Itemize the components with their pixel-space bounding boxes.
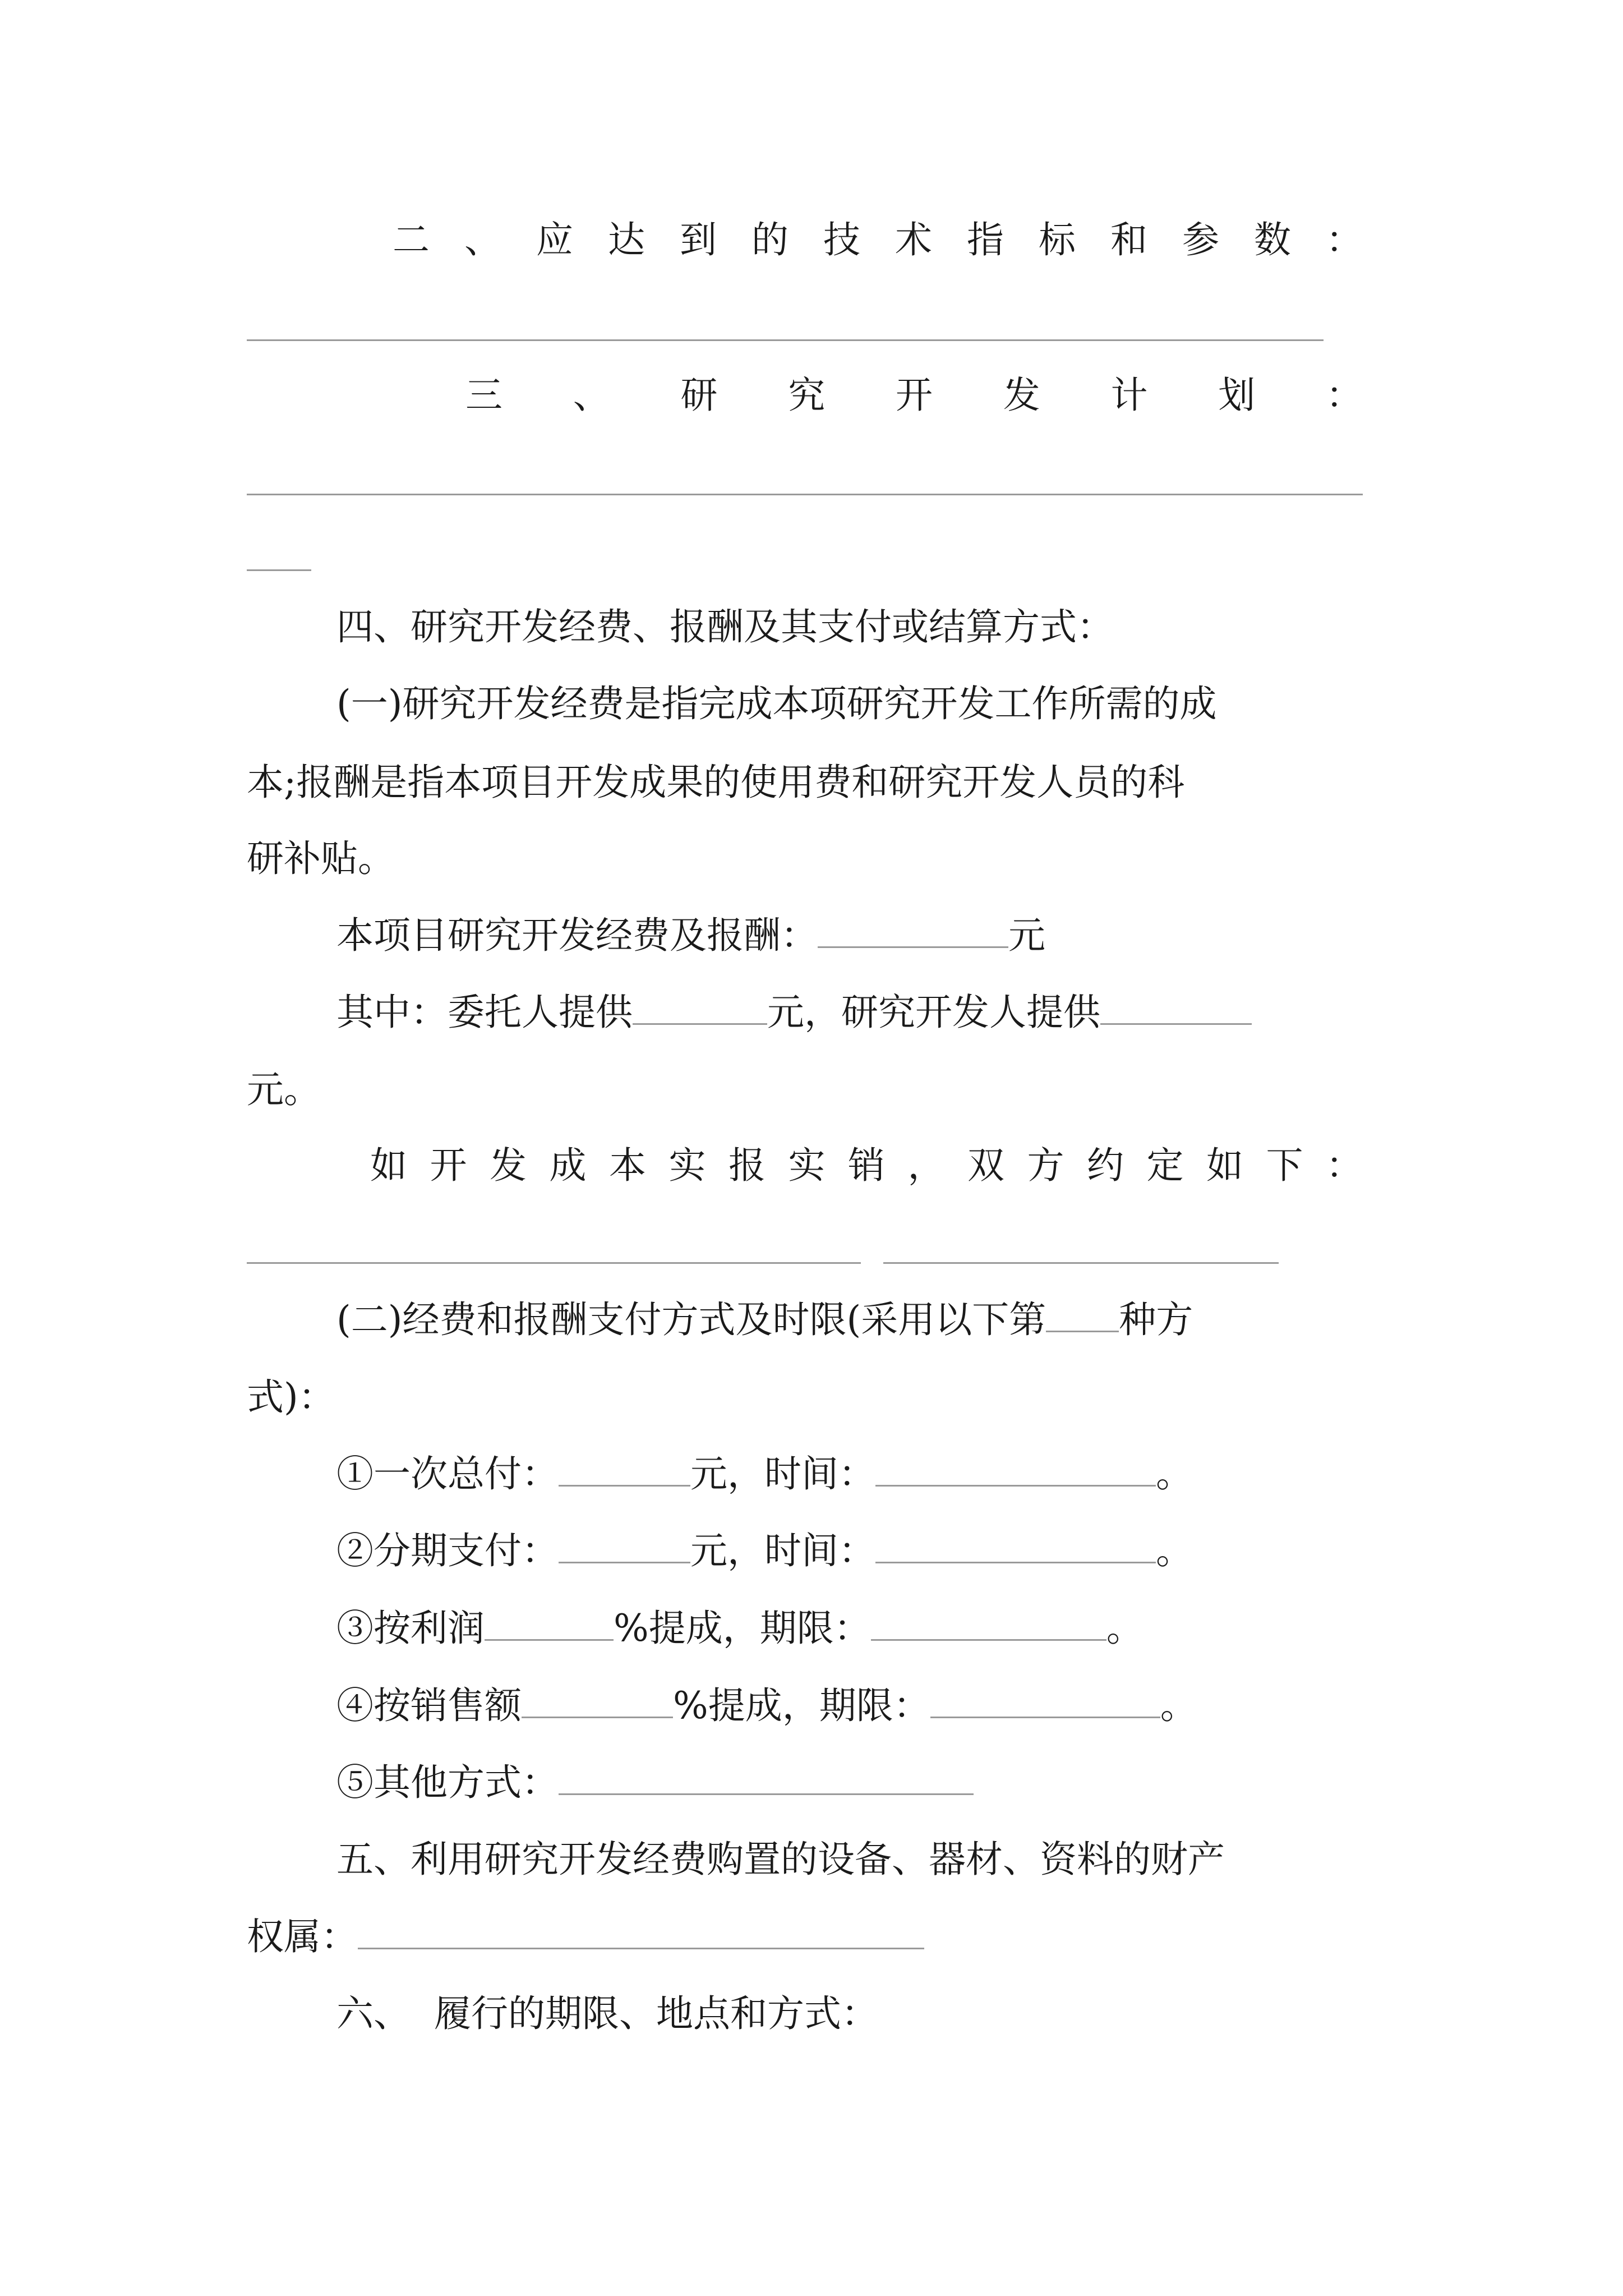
option3-label: ③按利润 bbox=[336, 1607, 485, 1650]
total-fee-blank[interactable] bbox=[818, 946, 1008, 948]
sub2-label: (二)经费和报酬支付方式及时限(采用以下第 bbox=[336, 1298, 1046, 1341]
actual-cost-line-char: 定 bbox=[1146, 1144, 1184, 1187]
split-mid: 元，研究开发人提供 bbox=[767, 991, 1100, 1034]
section2-heading-char: 二 bbox=[393, 218, 430, 261]
option2-mid: 元，时间： bbox=[690, 1529, 875, 1572]
section2-fill-line bbox=[247, 339, 1324, 341]
section3-fill-line-short bbox=[247, 569, 311, 571]
actual-cost-line-char: 发 bbox=[490, 1144, 527, 1187]
section3-heading-char: 、 bbox=[573, 374, 610, 417]
section2-heading-char: 标 bbox=[1039, 218, 1076, 261]
split-line bbox=[336, 991, 1252, 1034]
section3-heading-char: 开 bbox=[896, 374, 933, 417]
actual-cost-line-char: 实 bbox=[668, 1144, 706, 1187]
actual-cost-fill-line-1 bbox=[247, 1262, 861, 1264]
option1-time-blank[interactable] bbox=[875, 1484, 1156, 1487]
total-fee-unit: 元 bbox=[1008, 914, 1045, 957]
option1-mid: 元，时间： bbox=[690, 1452, 875, 1496]
actual-cost-line-char: 销 bbox=[848, 1144, 885, 1187]
option5-line bbox=[336, 1761, 974, 1804]
ownership-blank[interactable] bbox=[358, 1947, 924, 1949]
actual-cost-line-char: 下 bbox=[1266, 1144, 1303, 1187]
actual-cost-line-char: 如 bbox=[370, 1144, 407, 1187]
sub1-line1: (一)研究开发经费是指完成本项研究开发工作所需的成 bbox=[336, 682, 1217, 725]
actual-cost-line-char: 方 bbox=[1027, 1144, 1064, 1187]
split-label: 其中：委托人提供 bbox=[336, 991, 633, 1034]
option4-percent-blank[interactable] bbox=[522, 1716, 673, 1718]
section3-fill-line bbox=[247, 494, 1363, 495]
option2-label: ②分期支付： bbox=[336, 1529, 559, 1572]
sub1-line2: 本;报酬是指本项目开发成果的使用费和研究开发人员的科 bbox=[247, 761, 1185, 804]
option3-percent-blank[interactable] bbox=[485, 1639, 614, 1641]
section2-heading-char: 和 bbox=[1110, 218, 1147, 261]
option5-label: ⑤其他方式： bbox=[336, 1761, 559, 1804]
option3-mid: %提成，期限： bbox=[614, 1607, 871, 1650]
section3-heading bbox=[465, 374, 1363, 417]
section3-heading-char: 计 bbox=[1110, 374, 1148, 417]
client-amount-blank[interactable] bbox=[633, 1023, 767, 1025]
total-fee-line bbox=[336, 914, 1045, 957]
sub2-line2: 式)： bbox=[247, 1375, 335, 1419]
option4-line bbox=[336, 1684, 1197, 1727]
option2-time-blank[interactable] bbox=[875, 1561, 1156, 1563]
section3-heading-char: 究 bbox=[788, 374, 826, 417]
section2-heading bbox=[393, 218, 1363, 261]
section2-heading-char: 的 bbox=[751, 218, 789, 261]
actual-cost-line-char: 报 bbox=[728, 1144, 766, 1187]
option4-label: ④按销售额 bbox=[336, 1684, 522, 1727]
sub2-label-end: 种方 bbox=[1119, 1298, 1193, 1341]
section4-heading: 四、研究开发经费、报酬及其支付或结算方式： bbox=[336, 605, 1114, 648]
actual-cost-line-char: 成 bbox=[549, 1144, 587, 1187]
section2-heading-char: 参 bbox=[1182, 218, 1219, 261]
section5-line2 bbox=[247, 1915, 924, 1958]
section5-label: 权属： bbox=[247, 1915, 358, 1958]
section2-heading-char: ： bbox=[1326, 218, 1363, 261]
actual-cost-line bbox=[370, 1144, 1363, 1187]
section2-heading-char: 数 bbox=[1254, 218, 1291, 261]
section3-heading-char: 划 bbox=[1218, 374, 1256, 417]
option1-line bbox=[336, 1452, 1193, 1496]
section2-heading-char: 到 bbox=[680, 218, 717, 261]
section3-heading-char: 研 bbox=[680, 374, 718, 417]
option3-end: 。 bbox=[1106, 1607, 1144, 1650]
section3-heading-char: 三 bbox=[465, 374, 502, 417]
option3-line bbox=[336, 1607, 1144, 1650]
developer-amount-blank[interactable] bbox=[1100, 1023, 1252, 1025]
section2-heading-char: 术 bbox=[895, 218, 932, 261]
actual-cost-fill-line-2 bbox=[883, 1262, 1279, 1264]
option4-period-blank[interactable] bbox=[930, 1716, 1160, 1718]
actual-cost-line-char: 约 bbox=[1087, 1144, 1124, 1187]
option4-mid: %提成，期限： bbox=[673, 1684, 930, 1727]
sub2-line1 bbox=[336, 1298, 1193, 1341]
total-fee-label: 本项目研究开发经费及报酬： bbox=[336, 914, 818, 957]
option1-end: 。 bbox=[1156, 1452, 1193, 1496]
option1-label: ①一次总付： bbox=[336, 1452, 559, 1496]
section3-heading-char: ： bbox=[1326, 374, 1363, 417]
section2-heading-char: 应 bbox=[536, 218, 573, 261]
section6-heading: 六、 履行的期限、地点和方式： bbox=[336, 1992, 878, 2035]
section2-heading-char: 达 bbox=[608, 218, 645, 261]
option1-amount-blank[interactable] bbox=[559, 1484, 690, 1487]
option2-amount-blank[interactable] bbox=[559, 1561, 690, 1563]
actual-cost-line-char: 如 bbox=[1206, 1144, 1243, 1187]
actual-cost-line-char: ， bbox=[907, 1144, 945, 1187]
section3-heading-char: 发 bbox=[1003, 374, 1040, 417]
split-unit-line: 元。 bbox=[247, 1068, 321, 1111]
option4-end: 。 bbox=[1160, 1684, 1197, 1727]
sub1-line3: 研补贴。 bbox=[247, 837, 395, 880]
option2-line bbox=[336, 1529, 1193, 1572]
method-number-blank[interactable] bbox=[1046, 1330, 1119, 1332]
actual-cost-line-char: 本 bbox=[609, 1144, 646, 1187]
section2-heading-char: 、 bbox=[464, 218, 501, 261]
option3-period-blank[interactable] bbox=[871, 1639, 1106, 1641]
option5-blank[interactable] bbox=[559, 1793, 974, 1795]
actual-cost-line-char: 实 bbox=[788, 1144, 826, 1187]
section5-line1: 五、利用研究开发经费购置的设备、器材、资料的财产 bbox=[336, 1838, 1225, 1881]
actual-cost-line-char: ： bbox=[1326, 1144, 1363, 1187]
actual-cost-line-char: 开 bbox=[430, 1144, 467, 1187]
section2-heading-char: 指 bbox=[967, 218, 1004, 261]
actual-cost-line-char: 双 bbox=[967, 1144, 1004, 1187]
option2-end: 。 bbox=[1156, 1529, 1193, 1572]
section2-heading-char: 技 bbox=[823, 218, 860, 261]
